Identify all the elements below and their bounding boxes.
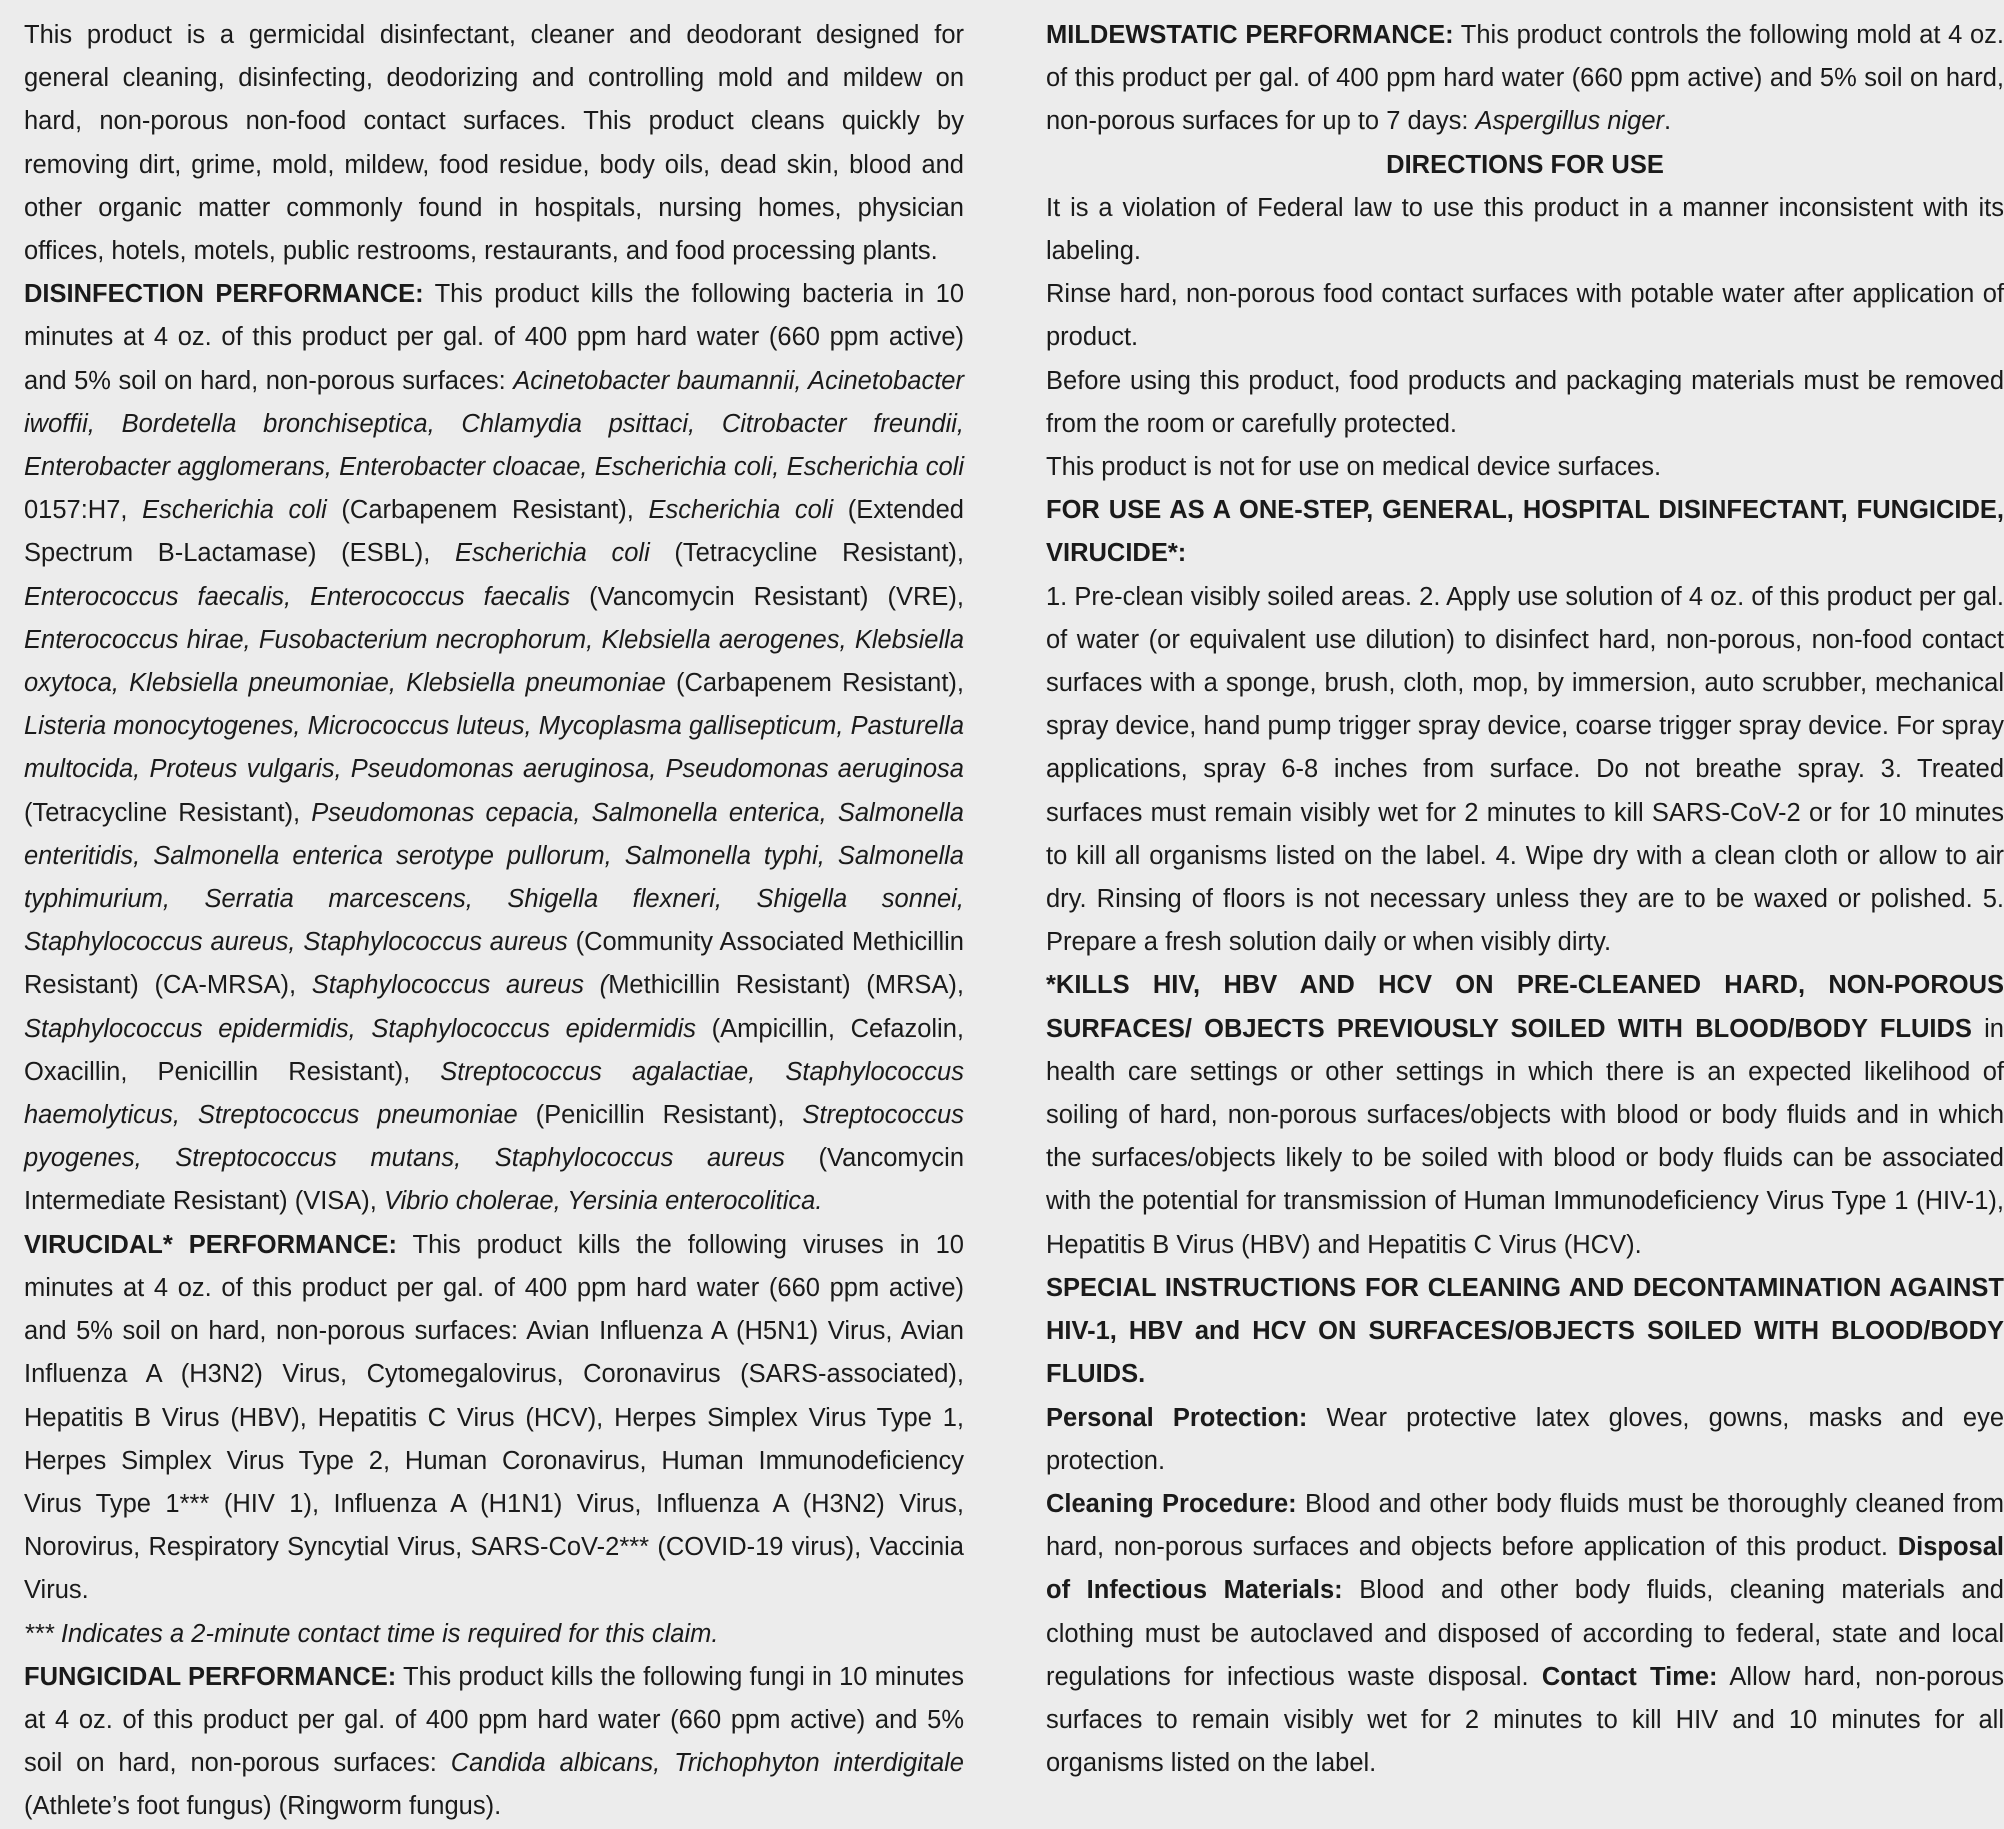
bacteria-span: Vibrio cholerae, Yersinia enterocolitica. [383,1187,823,1216]
contact-time-note-text: *** Indicates a 2-minute contact time is required for this claim. [24,1619,719,1648]
fungi-note: (Athlete’s foot fungus) (Ringworm fungus). [24,1792,502,1821]
bacteria-span: (Vancomycin Intermediate Resistant) (VISA), [24,1144,965,1216]
fungicidal-text: This product kills the following fungi in 10 minutes at 4 oz. of this product per gal. of 400 ppm hard water (660 ppm active) and 5% soil on hard, non-porous surfaces: [24,1662,964,1778]
bacteria-span: (Penicillin Resistant), [517,1101,803,1130]
kills-hiv-text: in health care settings or other settings in which there is an expected likelihood of soiling of hard, non-porous surfaces/objects with blood or body fluids and in which the surfaces/objects likely to be soiled with blood or body fluids can be associated with the potential for transmission of Human Immunodeficiency Virus Type 1 (HIV-1), Hepatitis B Virus (HBV) and Hepatitis C Virus (HCV). [1046,1014,2004,1259]
left-column [24,14,965,1821]
fungi-names: Candida albicans, Trichophyton interdigitale [450,1749,964,1778]
disposal-heading: Disposal of Infectious Materials: [1046,1533,2004,1605]
bacteria-span: Streptococcus pyogenes, Streptococcus mutans, Staphylococcus aureus [24,1101,964,1173]
disposal-text: Blood and other body fluids, cleaning materials and clothing must be autoclaved and disposed of according to federal, state and local regulations for infectious waste disposal. [1046,1576,2004,1691]
contact-time-text: Allow hard, non-porous surfaces to remain visibly wet for 2 minutes to kill HIV and 10 minutes for all organisms listed on the label. [1046,1662,2004,1778]
cleaning-procedure-text: Blood and other body fluids must be thoroughly cleaned from hard, non-porous surfaces and objects before application of this product. [1046,1489,2004,1562]
bacteria-span: Pseudomonas cepacia, Salmonella enterica, Salmonella enteritidis, Salmonella enterica serotype pullorum, Salmonella typhi, Salmonella typhimurium, Serratia marcescens, Shigella flexneri, Shigella sonnei, Staphylococcus aureus, Staphylococcus aureus [24,798,964,957]
bacteria-span: (Ampicillin, Cefazolin, Oxacillin, Penicillin Resistant), [24,1014,964,1086]
rinse-paragraph: Rinse hard, non-porous food contact surfaces with potable water after application of product. [1046,280,2004,352]
virucidal-heading: VIRUCIDAL* PERFORMANCE: [24,1230,398,1259]
cleaning-procedure-paragraph [1046,1483,2004,1785]
personal-protection-text: Wear protective latex gloves, gowns, masks and eye protection. [1046,1403,2004,1475]
bacteria-span: Staphylococcus epidermidis, Staphylococcus epidermidis [24,1014,697,1043]
right-column [1046,14,2004,1778]
intro-paragraph: This product is a germicidal disinfectant, cleaner and deodorant designed for general cleaning, disinfecting, deodorizing and controlling mold and mildew on hard, non-porous non-food contact surfaces. This product cleans quickly by removing dirt, grime, mold, mildew, food residue, body oils, dead skin, blood and other organic matter commonly found in hospitals, nursing homes, physician offices, hotels, motels, public restrooms, restaurants, and food processing plants. [24,21,964,266]
bacteria-span: (Tetracycline Resistant), [649,539,964,568]
bacteria-span: Enterococcus hirae, Fusobacterium necrophorum, Klebsiella aerogenes, Klebsiella oxytoca, Klebsiella pneumoniae, Klebsiella pneumoniae [24,625,964,698]
bacteria-span: (Vancomycin Resistant) (VRE), [570,582,964,611]
disinfection-paragraph [24,273,964,1223]
special-instructions-heading-text: SPECIAL INSTRUCTIONS FOR CLEANING AND DECONTAMINATION AGAINST HIV-1, HBV and HCV ON SURFACES/OBJECTS SOILED WITH BLOOD/BODY FLUIDS. [1046,1273,2004,1389]
special-instructions-heading [1046,1267,2004,1397]
mildewstatic-text: This product controls the following mold at 4 oz. of this product per gal. of 400 ppm hard water (660 ppm active) and 5% soil on hard, non-porous surfaces for up to 7 days: [1046,21,2004,136]
mildewstatic-paragraph [1046,14,2004,144]
bacteria-span: Methicillin Resistant) (MRSA), [608,971,964,1000]
fungicidal-heading: FUNGICIDAL PERFORMANCE: [24,1662,397,1691]
contact-time-heading: Contact Time: [1541,1662,1718,1691]
mildewstatic-heading: MILDEWSTATIC PERFORMANCE: [1046,21,1454,49]
kills-hiv-heading: *KILLS HIV, HBV AND HCV ON PRE-CLEANED HARD, NON-POROUS SURFACES/ OBJECTS PREVIOUSLY SOILED WITH BLOOD/BODY FLUIDS [1046,971,2004,1043]
virucidal-text: This product kills the following viruses in 10 minutes at 4 oz. of this product per gal. of 400 ppm hard water (660 ppm active) and 5% soil on hard, non-porous surfaces: Avian Influenza A (H5N1) Virus, Avian Influenza A (H3N2) Virus, Cytomegalovirus, Coronavirus (SARS-associated), Hepatitis B Virus (HBV), Hepatitis C Virus (HCV), Herpes Simplex Virus Type 1, Herpes Simplex Virus Type 2, Human Coronavirus, Human Immunodeficiency Virus Type 1*** (HIV 1), Influenza A (H1N1) Virus, Influenza A (H3N2) Virus, Norovirus, Respiratory Syncytial Virus, SARS-CoV-2*** (COVID-19 virus), Vaccinia Virus. [24,1230,964,1605]
bacteria-span: (Community Associated Methicillin Resistant) (CA-MRSA), [24,928,964,1000]
disinfection-intro: This product kills the following bacteria in 10 minutes at 4 oz. of this product per gal. of 400 ppm hard water (660 ppm active) and 5% soil on hard, non-porous surfaces: [24,280,964,395]
not-medical-paragraph: This product is not for use on medical device surfaces. [1046,453,1662,482]
bacteria-span: Enterococcus faecalis, Enterococcus faecalis [24,582,571,611]
before-using-paragraph: Before using this product, food products and packaging materials must be removed from the room or carefully protected. [1046,366,2004,438]
kills-hiv-paragraph [1046,964,2004,1266]
bacteria-span: Streptococcus agalactiae, Staphylococcus haemolyticus, Streptococcus pneumoniae [24,1057,964,1130]
directions-heading: DIRECTIONS FOR USE [1386,150,1664,179]
mold-end: . [1664,107,1672,136]
one-step-steps: 1. Pre-clean visibly soiled areas. 2. Apply use solution of 4 oz. of this product per gal. of water (or equivalent use dilution) to disinfect hard, non-porous, non-food contact surfaces with a sponge, brush, cloth, mop, by immersion, auto scrubber, mechanical spray device, hand pump trigger spray device, coarse trigger spray device. For spray applications, spray 6-8 inches from surface. Do not breathe spray. 3. Treated surfaces must remain visibly wet for 2 minutes to kill SARS-CoV-2 or for 10 minutes to kill all organisms listed on the label. 4. Wipe dry with a clean cloth or allow to air dry. Rinsing of floors is not necessary unless they are to be waxed or polished. 5. Prepare a fresh solution daily or when visibly dirty. [1046,582,2004,957]
bacteria-span: (Carbapenem Resistant), [326,496,649,525]
personal-protection-paragraph [1046,1397,2004,1483]
one-step-heading-text: FOR USE AS A ONE-STEP, GENERAL, HOSPITAL DISINFECTANT, FUNGICIDE, VIRUCIDE*: [1046,496,2004,568]
contact-time-note [24,1613,964,1656]
federal-law-paragraph: It is a violation of Federal law to use this product in a manner inconsistent with its labeling. [1046,193,2004,266]
cleaning-procedure-heading: Cleaning Procedure: [1046,1489,1297,1518]
bacteria-span: Escherichia coli [455,539,650,568]
bacteria-span: (Tetracycline Resistant), [24,798,312,827]
virucidal-paragraph [24,1224,964,1613]
bacteria-span: Escherichia coli [648,496,834,525]
bacteria-span: Listeria monocytogenes, Micrococcus luteus, Mycoplasma gallisepticum, Pasturella multocida, Proteus vulgaris, Pseudomonas aeruginosa, Pseudomonas aeruginosa [24,712,964,784]
bacteria-span: Acinetobacter baumannii, Acinetobacter iwoffii, Bordetella bronchiseptica, Chlamydia psittaci, Citrobacter freundii, Enterobacter agglomerans, Enterobacter cloacae, Escherichia coli, Escherichia coli [24,366,964,482]
personal-protection-heading: Personal Protection: [1046,1403,1308,1432]
disinfection-heading: DISINFECTION PERFORMANCE: [24,280,424,309]
bacteria-span: (Carbapenem Resistant), [665,669,964,698]
mold-name: Aspergillus niger [1475,107,1665,136]
bacteria-span: Staphylococcus aureus ( [311,971,609,1000]
bacteria-span: 0157:H7, [24,496,143,525]
bacteria-span: Escherichia coli [142,496,327,525]
one-step-heading [1046,489,2004,575]
bacteria-span: (Extended Spectrum B-Lactamase) (ESBL), [24,496,964,568]
fungicidal-paragraph [24,1656,964,1829]
